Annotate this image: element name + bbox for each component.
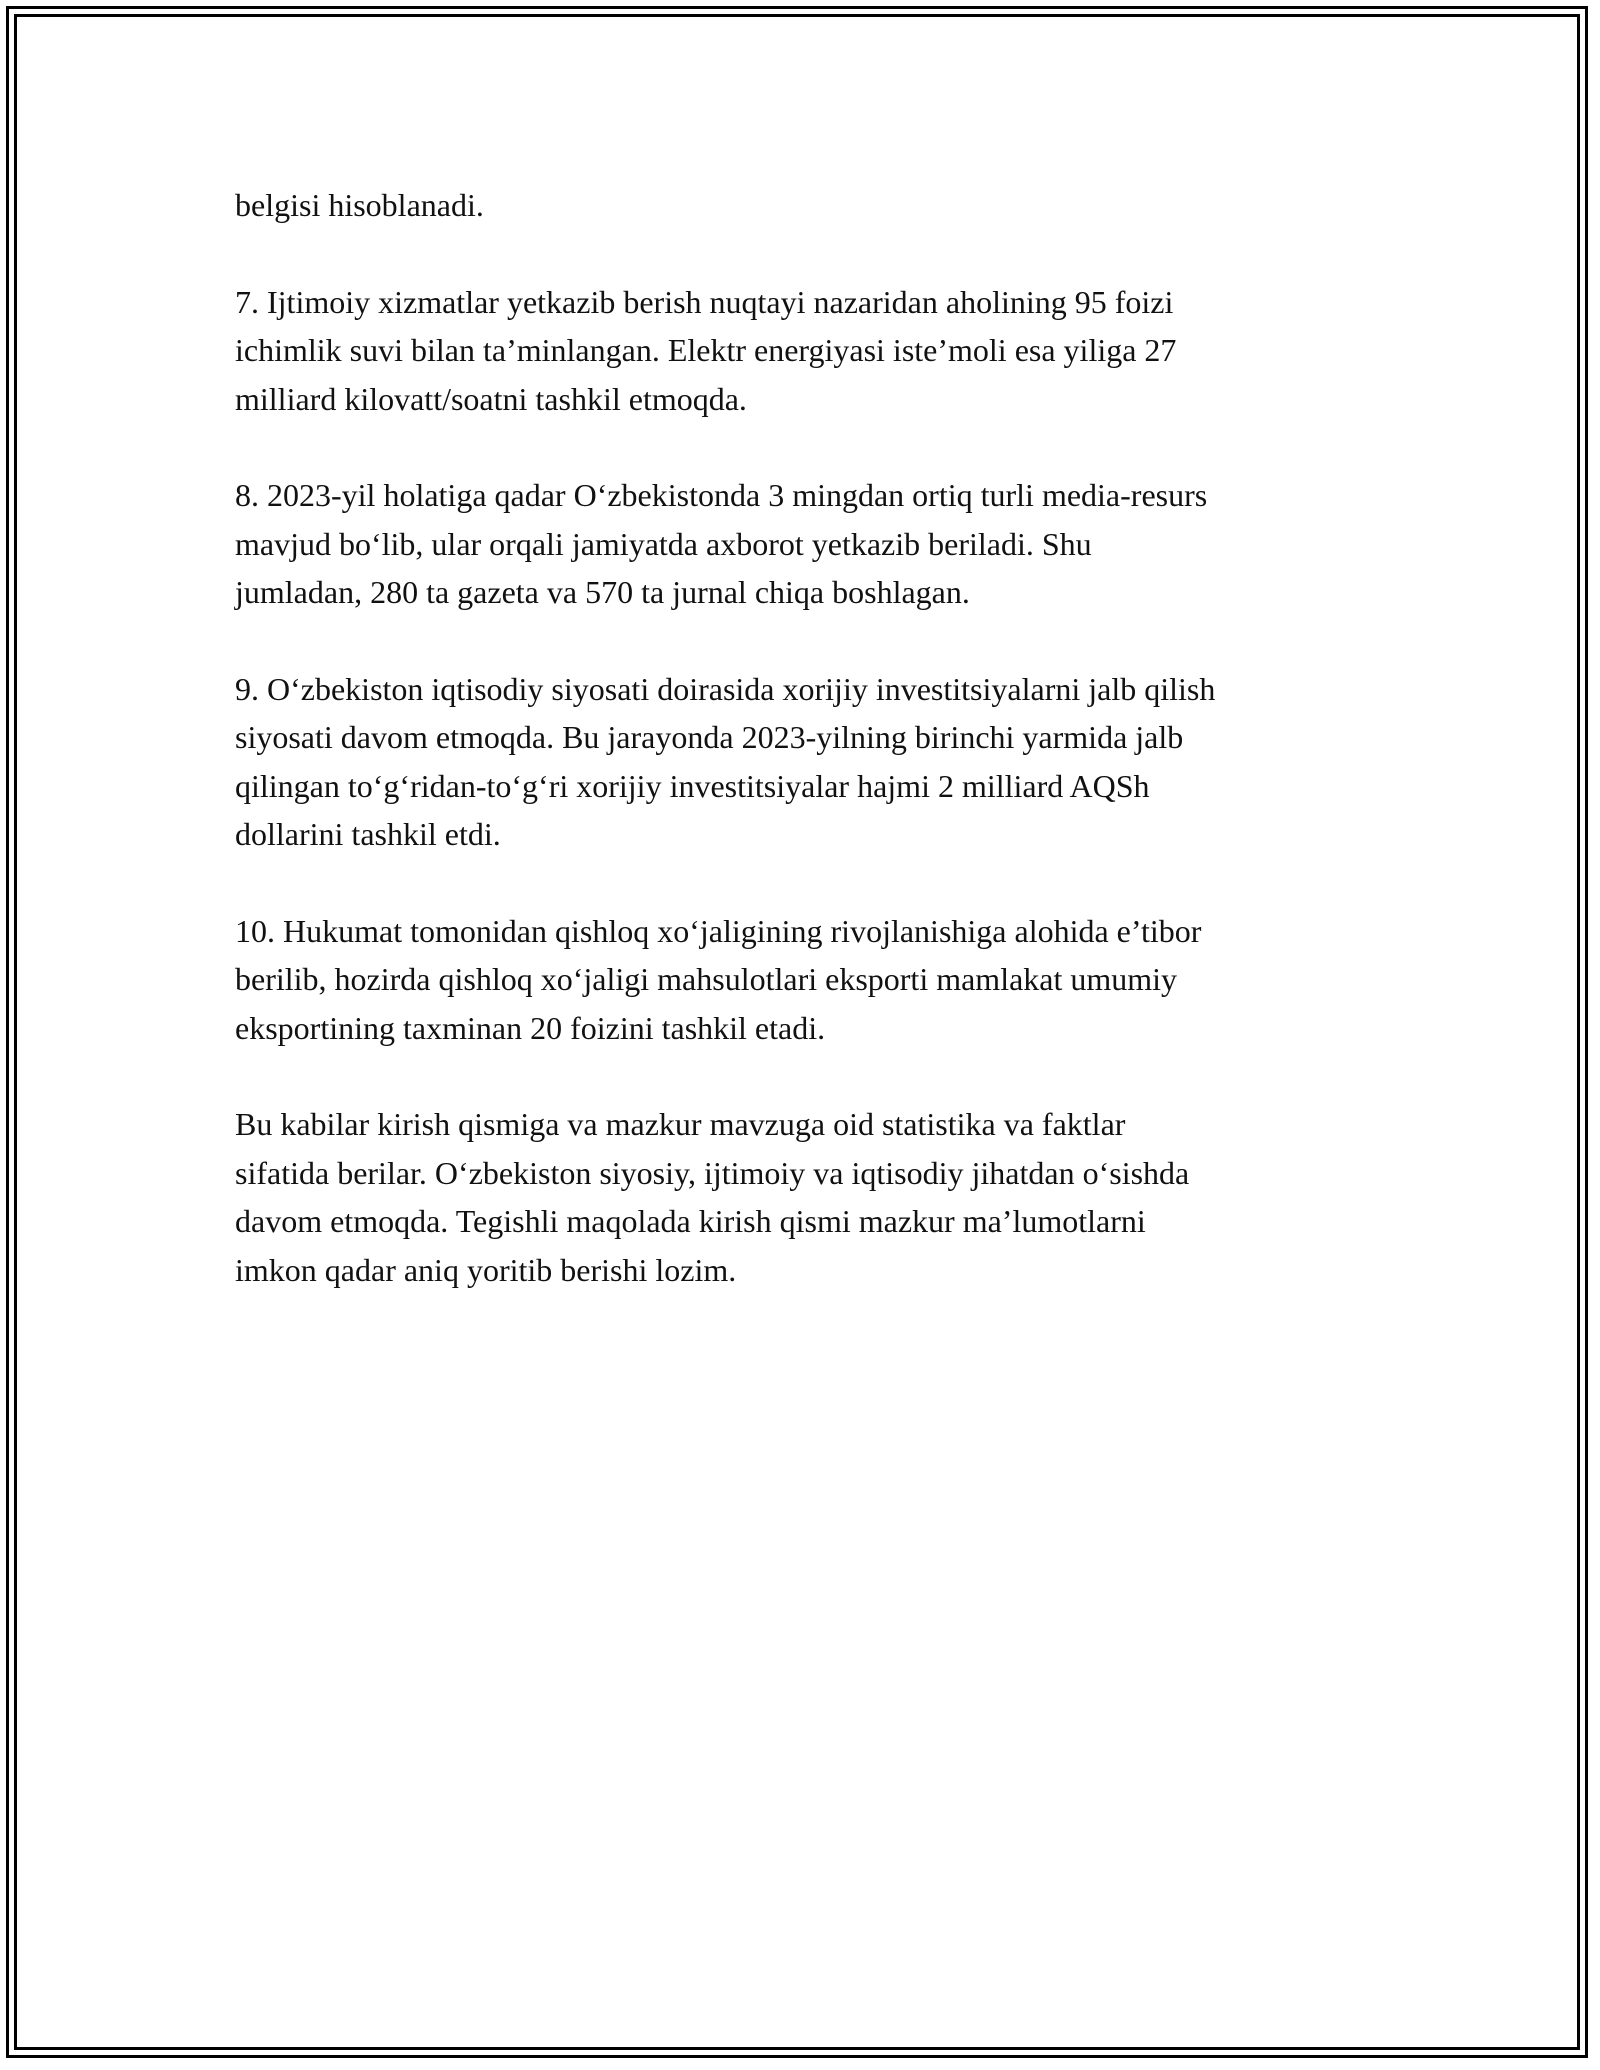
paragraph-item-10 — [235, 907, 1365, 1053]
text-line: Bu kabilar kirish qismiga va mazkur mavzuga oid statistika va faktlar — [235, 1106, 1126, 1142]
text-line: 10. Hukumat tomonidan qishloq xo‘jaligining rivojlanishiga alohida e’tibor — [235, 912, 1202, 949]
text-line: dollarini tashkil etdi. — [235, 816, 501, 852]
text-line: 7. Ijtimoiy xizmatlar yetkazib berish nuqtayi nazaridan aholining 95 foizi — [235, 283, 1174, 320]
text-line: eksportining taxminan 20 foizini tashkil etadi. — [235, 1009, 826, 1046]
paragraph-item-8 — [235, 471, 1365, 617]
text-line: milliard kilovatt/soatni tashkil etmoqda. — [235, 380, 747, 417]
paragraph-continuation — [235, 181, 1365, 230]
document-body — [235, 181, 1365, 1342]
paragraph-item-7 — [235, 278, 1365, 424]
paragraph-conclusion — [235, 1100, 1365, 1294]
text-line: belgisi hisoblanadi. — [235, 187, 484, 223]
text-line: 9. O‘zbekiston iqtisodiy siyosati doirasida xorijiy investitsiyalarni jalb qilish — [235, 670, 1216, 707]
text-line: davom etmoqda. Tegishli maqolada kirish qismi mazkur ma’lumotlarni — [235, 1203, 1146, 1239]
text-line: sifatida berilar. O‘zbekiston siyosiy, ijtimoiy va iqtisodiy jihatdan o‘sishda — [235, 1154, 1190, 1191]
text-line: qilingan to‘g‘ridan-to‘g‘ri xorijiy investitsiyalar hajmi 2 milliard AQSh — [235, 767, 1150, 804]
text-line: jumladan, 280 ta gazeta va 570 ta jurnal chiqa boshlagan. — [235, 574, 970, 610]
text-line: imkon qadar aniq yoritib berishi lozim. — [235, 1251, 737, 1288]
paragraph-item-9 — [235, 665, 1365, 859]
text-line: ichimlik suvi bilan ta’minlangan. Elektr energiyasi iste’moli esa yiliga 27 — [235, 332, 1177, 368]
text-line: 8. 2023-yil holatiga qadar O‘zbekistonda 3 mingdan ortiq turli media-resurs — [235, 477, 1208, 513]
text-line: berilib, hozirda qishloq xo‘jaligi mahsulotlari eksporti mamlakat umumiy — [235, 961, 1178, 997]
text-line: siyosati davom etmoqda. Bu jarayonda 2023-yilning birinchi yarmida jalb — [235, 719, 1184, 755]
text-line: mavjud bo‘lib, ular orqali jamiyatda axborot yetkazib beriladi. Shu — [235, 525, 1092, 562]
